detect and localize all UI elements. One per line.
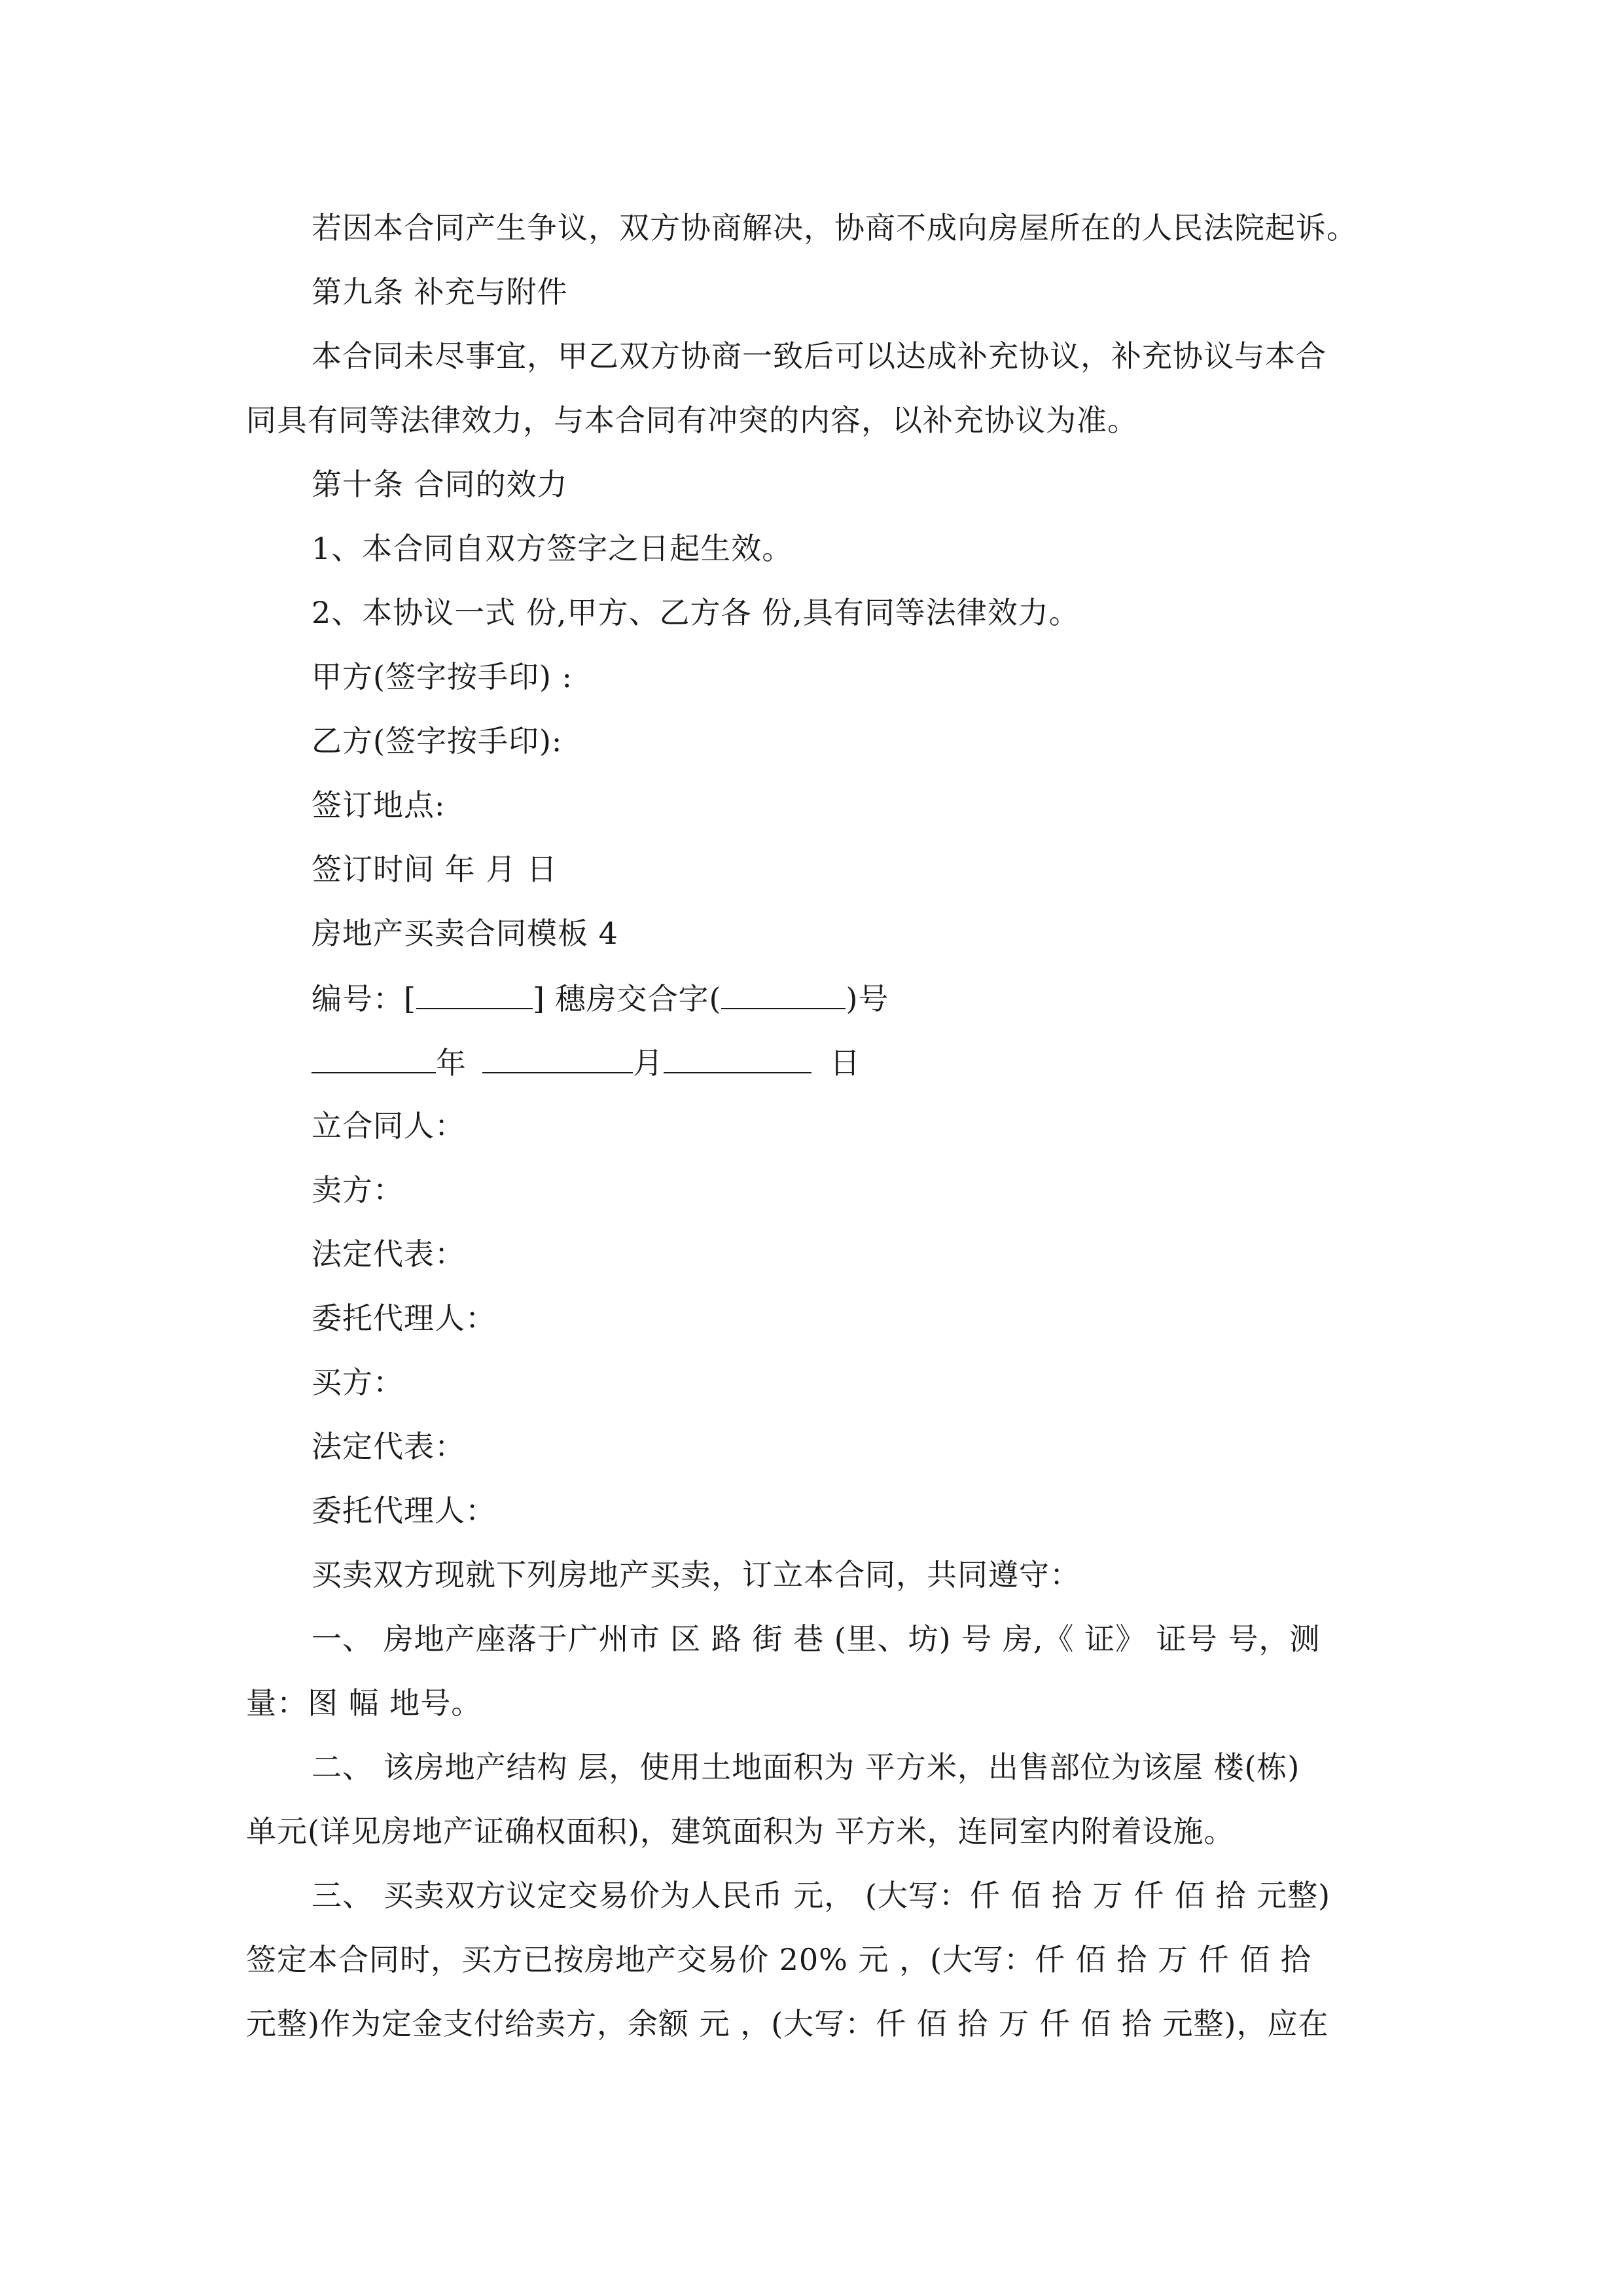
signing-date: 签订时间 年 月 日	[312, 852, 558, 887]
number-label: 编号：[	[312, 981, 416, 1016]
clause-2-line-1: 二、 该房地产结构 层，使用土地面积为 平方米，出售部位为该屋 楼(栋)	[312, 1749, 1300, 1785]
year-label: 年	[436, 1045, 467, 1081]
day-label: 日	[830, 1045, 861, 1081]
seller-label: 卖方：	[312, 1172, 404, 1208]
buyer-legal-rep: 法定代表：	[312, 1429, 465, 1464]
clause-2-line-2: 单元(详见房地产证确权面积)，建筑面积为 平方米，连同室内附着设施。	[246, 1814, 1235, 1849]
party-b-signature: 乙方(签字按手印):	[312, 723, 563, 759]
year-blank	[312, 1042, 436, 1073]
article-9-text-2: 同具有同等法律效力，与本合同有冲突的内容，以补充协议为准。	[246, 403, 1138, 438]
signing-place: 签订地点:	[312, 787, 446, 823]
number-middle: ] 穗房交合字(	[532, 981, 722, 1016]
buyer-agent: 委托代理人：	[312, 1493, 496, 1528]
clause-1-line-1: 一、 房地产座落于广州市 区 路 街 巷 (里、坊) 号 房,《 证》 证号 号，测	[312, 1621, 1321, 1657]
article-10-item-1: 1、本合同自双方签字之日起生效。	[312, 531, 793, 566]
article-9-heading: 第九条 补充与附件	[312, 274, 568, 310]
buyer-label: 买方：	[312, 1365, 404, 1400]
clause-1-line-2: 量：图 幅 地号。	[246, 1685, 482, 1721]
article-10-heading: 第十条 合同的效力	[312, 467, 568, 502]
party-a-signature: 甲方(签字按手印) :	[312, 659, 573, 694]
clause-dispute-text: 若因本合同产生争议，双方协商解决，协商不成向房屋所在的人民法院起诉。	[312, 210, 1357, 245]
contracting-parties: 立合同人：	[312, 1108, 465, 1143]
clause-3-line-2: 签定本合同时，买方已按房地产交易价 20% 元 ，(大写：仟 佰 拾 万 仟 佰 拾	[246, 1942, 1311, 1977]
template-title: 房地产买卖合同模板 4	[312, 916, 618, 951]
preamble: 买卖双方现就下列房地产买卖，订立本合同，共同遵守：	[312, 1557, 1080, 1592]
article-10-item-2: 2、本协议一式 份,甲方、乙方各 份,具有同等法律效力。	[312, 595, 1080, 630]
date-line	[312, 1042, 861, 1083]
clause-3-line-1: 三、 买卖双方议定交易价为人民币 元， (大写：仟 佰 拾 万 仟 佰 拾 元整)	[312, 1878, 1331, 1913]
month-label: 月	[633, 1045, 664, 1081]
seller-agent: 委托代理人：	[312, 1300, 496, 1336]
article-9-text-1: 本合同未尽事宜，甲乙双方协商一致后可以达成补充协议，补充协议与本合	[312, 338, 1327, 374]
clause-3-line-3: 元整)作为定金支付给卖方，余额 元 ，(大写：仟 佰 拾 万 仟 佰 拾 元整)，应在	[246, 2006, 1329, 2041]
day-blank	[664, 1042, 812, 1073]
seller-legal-rep: 法定代表：	[312, 1236, 465, 1272]
number-blank-2	[721, 978, 846, 1009]
month-blank	[482, 1042, 633, 1073]
contract-number-line	[312, 978, 889, 1018]
number-blank	[416, 978, 533, 1009]
number-suffix: )号	[846, 981, 889, 1016]
